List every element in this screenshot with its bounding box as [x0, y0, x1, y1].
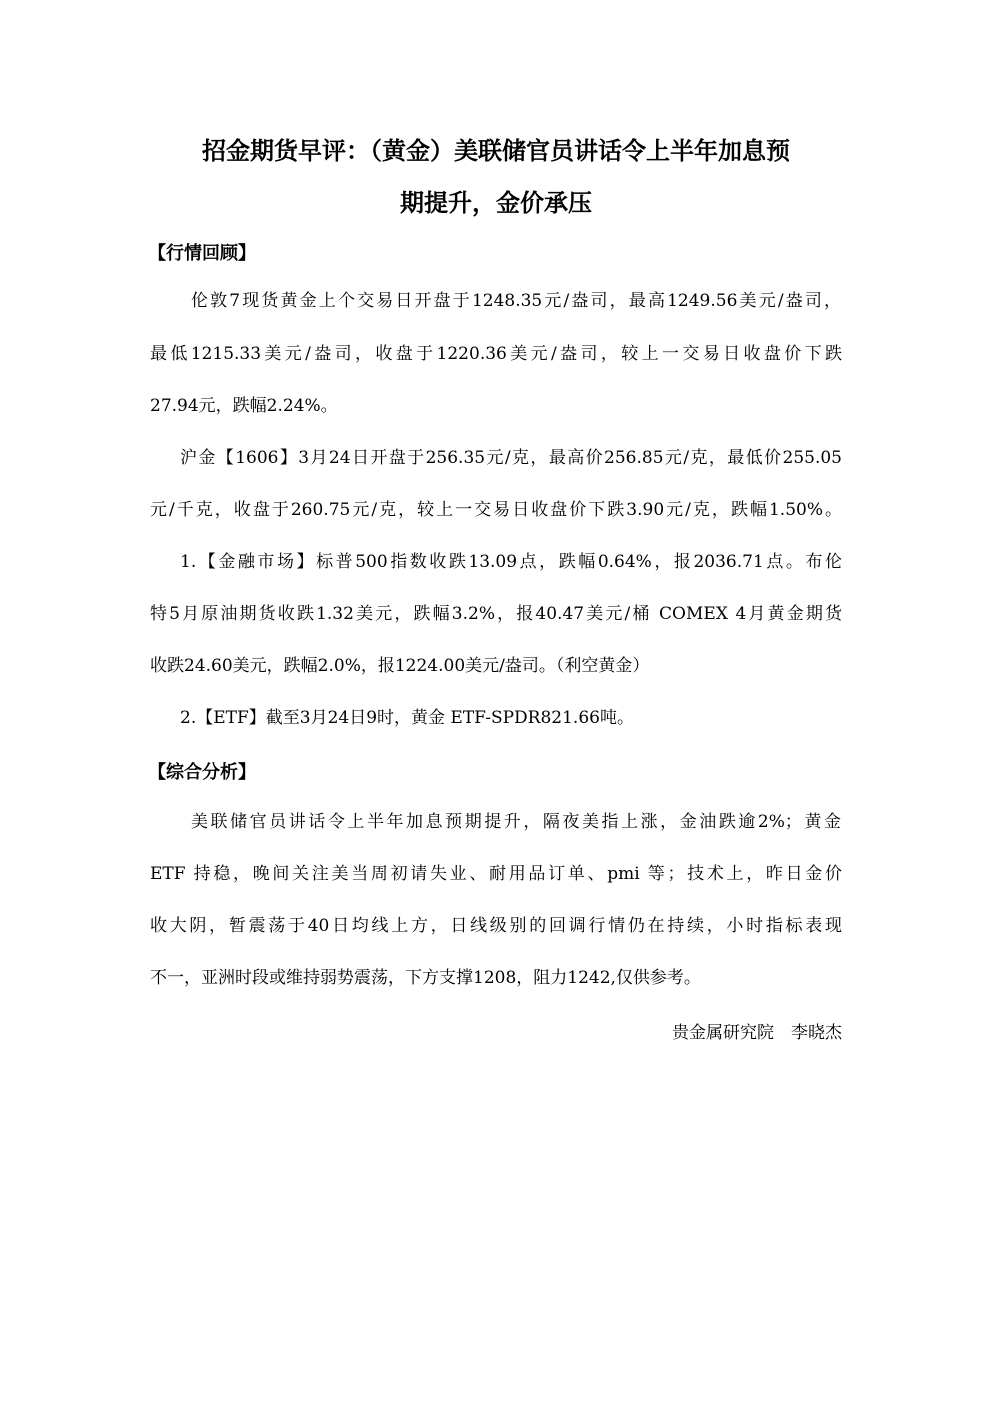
title-line-2: 期提升，金价承压 — [400, 189, 592, 217]
market-review-item1-line-1: 1.【金融市场】标普500指数收跌13.09点，跌幅0.64%，报2036.71点。布伦 — [180, 552, 842, 572]
analysis-line-3: 收大阴，暂震荡于40日均线上方，日线级别的回调行情仍在持续，小时指标表现 — [150, 916, 842, 936]
market-review-p1-line-2: 最低1215.33美元/盎司，收盘于1220.36美元/盎司，较上一交易日收盘价下跌 — [150, 344, 842, 364]
analysis-line-2: ETF 持稳，晚间关注美当周初请失业、耐用品订单、pmi 等；技术上，昨日金价 — [150, 864, 842, 884]
market-review-p2-line-2: 元/千克，收盘于260.75元/克，较上一交易日收盘价下跌3.90元/克，跌幅1.50%。 — [150, 500, 842, 520]
market-review-p1-line-3: 27.94元，跌幅2.24%。 — [150, 396, 338, 416]
market-review-p2-line-1: 沪金【1606】3月24日开盘于256.35元/克，最高价256.85元/克，最低价255.05 — [180, 448, 842, 468]
analysis-line-1: 美联储官员讲话令上半年加息预期提升，隔夜美指上涨，金油跌逾2%；黄金 — [191, 812, 841, 832]
author-signature: 贵金属研究院 李晓杰 — [672, 1023, 842, 1043]
section-heading-market-review: 【行情回顾】 — [148, 243, 256, 264]
section-heading-analysis: 【综合分析】 — [148, 762, 256, 783]
market-review-item1-line-3: 收跌24.60美元，跌幅2.0%，报1224.00美元/盎司。（利空黄金） — [150, 656, 650, 676]
title-line-1: 招金期货早评：（黄金）美联储官员讲话令上半年加息预 — [202, 137, 790, 165]
market-review-p1-line-1: 伦敦7现货黄金上个交易日开盘于1248.35元/盎司，最高1249.56美元/盎司， — [191, 291, 841, 311]
analysis-line-4: 不一，亚洲时段或维持弱势震荡，下方支撑1208，阻力1242,仅供参考。 — [150, 968, 701, 988]
market-review-item1-line-2: 特5月原油期货收跌1.32美元，跌幅3.2%，报40.47美元/桶 COMEX 4月黄金期货 — [150, 604, 842, 624]
market-review-item2-line-1: 2.【ETF】截至3月24日9时，黄金 ETF-SPDR821.66吨。 — [180, 708, 634, 728]
